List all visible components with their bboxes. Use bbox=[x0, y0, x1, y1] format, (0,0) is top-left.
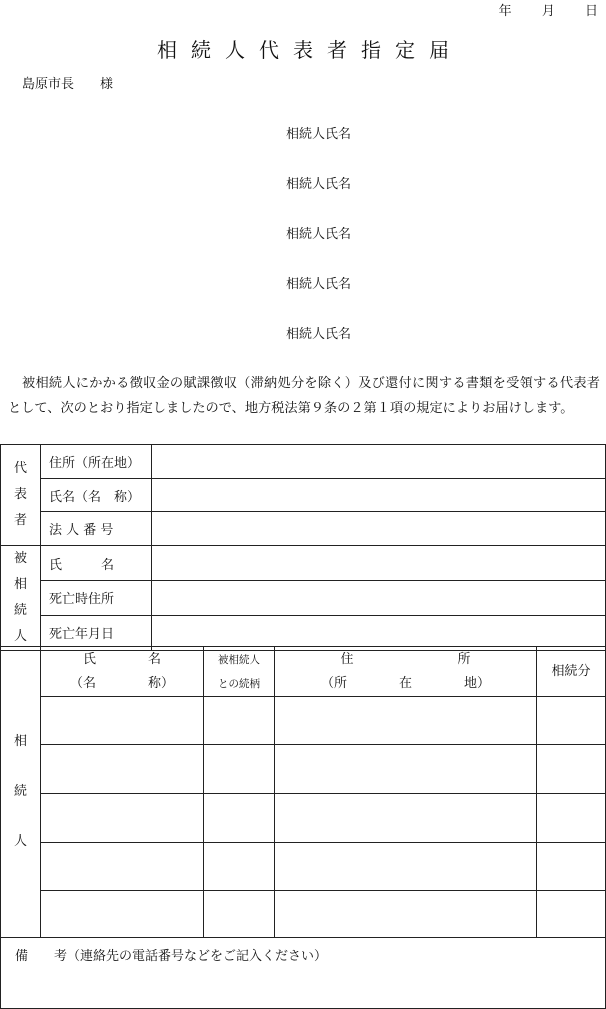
heir-name-cell[interactable] bbox=[41, 697, 204, 745]
decedent-name-label: 氏 名 bbox=[41, 546, 152, 581]
remarks-label: 備 考（連絡先の電話番号などをご記入ください） bbox=[15, 949, 328, 964]
heir-signature-line[interactable]: 相続人氏名 bbox=[286, 327, 352, 342]
heir-address-cell[interactable] bbox=[275, 891, 537, 938]
heir-row bbox=[1, 745, 606, 794]
heir-share-cell[interactable] bbox=[537, 843, 606, 891]
form-title: 相続人代表者指定届 bbox=[157, 38, 463, 62]
share-column-header: 相続分 bbox=[537, 647, 606, 697]
corp-number-label: 法 人 番 号 bbox=[41, 512, 152, 546]
heir-name-cell[interactable] bbox=[41, 794, 204, 843]
heir-name-cell[interactable] bbox=[41, 745, 204, 794]
representative-name-field[interactable] bbox=[152, 479, 606, 512]
statement-text: 被相続人にかかる徴収金の賦課徴収（滞納処分を除く）及び還付に関する書類を受領する代表者として、次のとおり指定しましたので、地方税法第９条の２第１項の規定によりお届けします。 bbox=[8, 376, 600, 416]
heir-share-cell[interactable] bbox=[537, 794, 606, 843]
heir-signature-line[interactable]: 相続人氏名 bbox=[286, 277, 352, 292]
heir-signature-line[interactable]: 相続人氏名 bbox=[286, 227, 352, 242]
heir-name-column-header: 氏 名 （名 称） bbox=[41, 647, 204, 697]
addressee-name: 島原市長 bbox=[22, 77, 75, 92]
heir-address-cell[interactable] bbox=[275, 697, 537, 745]
date-year: 年 bbox=[498, 4, 512, 19]
heir-row bbox=[1, 794, 606, 843]
heir-relation-cell[interactable] bbox=[204, 891, 275, 938]
heir-name-cell[interactable] bbox=[41, 891, 204, 938]
representative-section-label: 代 表 者 bbox=[1, 445, 41, 546]
relation-column-header: 被相続人 との続柄 bbox=[204, 647, 275, 697]
heir-address-column-header: 住 所 （所 在 地） bbox=[275, 647, 537, 697]
death-address-field[interactable] bbox=[152, 581, 606, 615]
heir-relation-cell[interactable] bbox=[204, 843, 275, 891]
heir-row bbox=[1, 843, 606, 891]
addressee bbox=[22, 73, 113, 92]
heir-address-cell[interactable] bbox=[275, 843, 537, 891]
heir-share-cell[interactable] bbox=[537, 745, 606, 794]
heir-row bbox=[1, 891, 606, 938]
heir-signature-line[interactable]: 相続人氏名 bbox=[286, 177, 352, 192]
address-label: 住所（所在地） bbox=[41, 445, 152, 479]
heir-relation-cell[interactable] bbox=[204, 745, 275, 794]
date-month: 月 bbox=[541, 4, 555, 19]
heir-relation-cell[interactable] bbox=[204, 697, 275, 745]
heir-share-cell[interactable] bbox=[537, 697, 606, 745]
date-day: 日 bbox=[584, 4, 598, 19]
heir-address-cell[interactable] bbox=[275, 794, 537, 843]
heir-share-cell[interactable] bbox=[537, 891, 606, 938]
heirs-section-label: 相 続 人 bbox=[1, 647, 41, 938]
heir-signature-line[interactable]: 相続人氏名 bbox=[286, 127, 352, 142]
heir-address-cell[interactable] bbox=[275, 745, 537, 794]
decedent-section-label: 被 相 続 人 bbox=[1, 546, 41, 651]
decedent-name-field[interactable] bbox=[152, 546, 606, 581]
death-date-label: 死亡年月日 bbox=[41, 615, 152, 650]
heir-relation-cell[interactable] bbox=[204, 794, 275, 843]
corp-number-field[interactable] bbox=[152, 512, 606, 546]
heir-name-cell[interactable] bbox=[41, 843, 204, 891]
addressee-honorific: 様 bbox=[100, 77, 114, 92]
date-line bbox=[473, 0, 598, 19]
death-address-label: 死亡時住所 bbox=[41, 581, 152, 615]
representative-decedent-table bbox=[0, 444, 606, 651]
representative-address-field[interactable] bbox=[152, 445, 606, 479]
heirs-table bbox=[0, 646, 606, 938]
name-label: 氏名（名 称） bbox=[41, 479, 152, 512]
heir-row bbox=[1, 697, 606, 745]
remarks-field[interactable] bbox=[0, 937, 606, 1009]
